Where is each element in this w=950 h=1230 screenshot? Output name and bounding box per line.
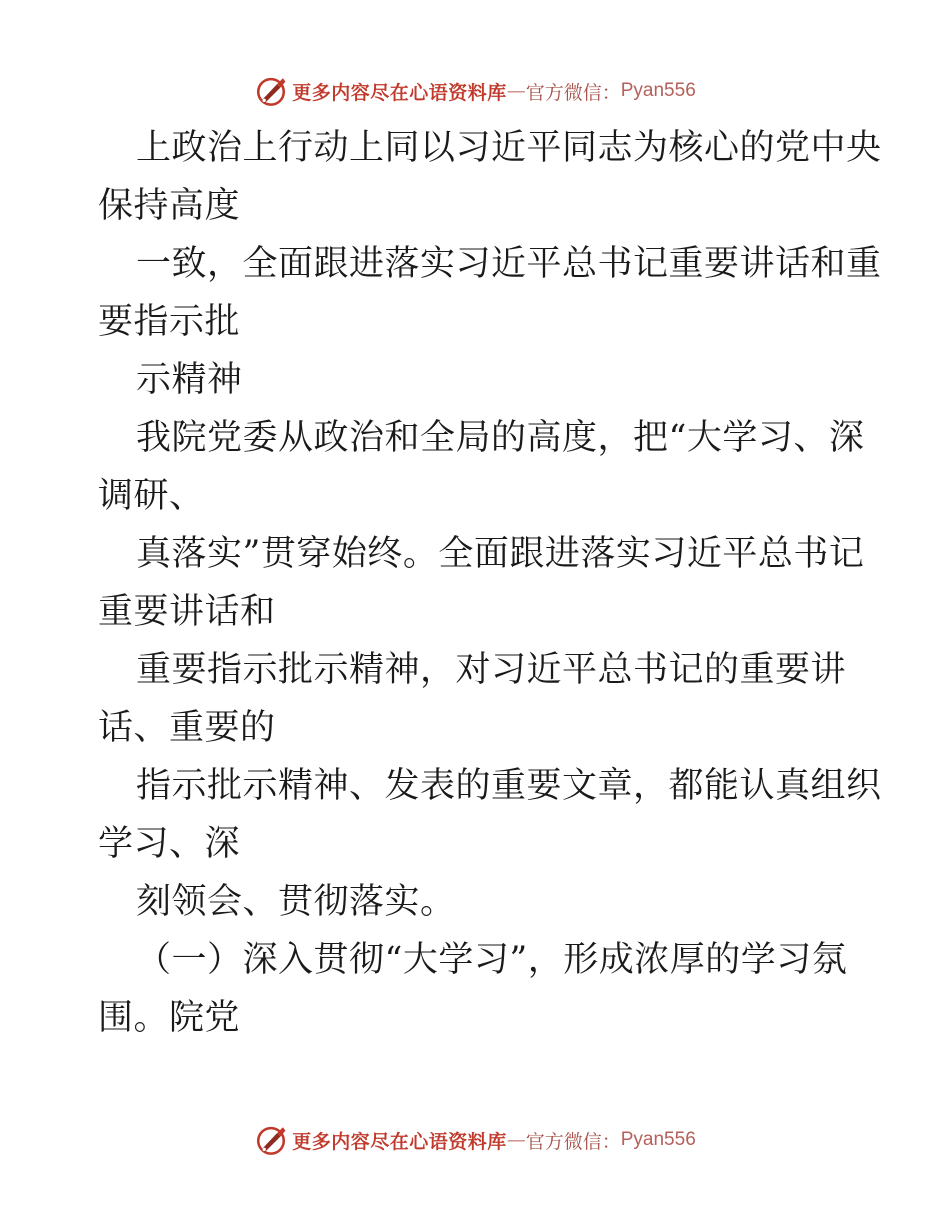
text-line: 重要指示批示精神，对习近平总书记的重要讲 <box>136 650 847 690</box>
text-line: 真落实”贯穿始终。全面跟进落实习近平总书记 <box>136 534 865 574</box>
text-line: 一致，全面跟进落实习近平总书记重要讲话和重 <box>136 244 882 284</box>
text-line: 我院党委从政治和全局的高度，把“大学习、深 <box>136 418 865 458</box>
banner-separator: — <box>506 80 526 102</box>
banner-wechat-id: Pyan556 <box>620 80 696 101</box>
text-line: 指示批示精神、发表的重要文章，都能认真组织 <box>136 766 882 806</box>
text-line: 围。院党 <box>98 998 241 1038</box>
banner-wechat-label: 官方微信： <box>525 1130 621 1153</box>
text-line: 要指示批 <box>98 302 241 342</box>
text-line: （一）深入贯彻“大学习”，形成浓厚的学习氛 <box>136 940 848 980</box>
pen-logo-icon <box>254 1123 288 1157</box>
banner-wechat-id: Pyan556 <box>620 1129 696 1150</box>
header-banner <box>0 71 950 111</box>
banner-title: 更多内容尽在心语资料库 <box>292 81 507 104</box>
text-line: 示精神 <box>136 360 243 400</box>
text-line: 保持高度 <box>98 186 241 226</box>
text-line: 重要讲话和 <box>98 592 276 632</box>
footer-banner <box>0 1120 950 1160</box>
text-line: 调研、 <box>98 476 205 516</box>
text-line: 话、重要的 <box>98 708 276 748</box>
banner-wechat-label: 官方微信： <box>525 81 621 104</box>
pen-logo-icon <box>254 74 288 108</box>
banner-title: 更多内容尽在心语资料库 <box>292 1130 507 1153</box>
text-line: 学习、深 <box>98 824 241 864</box>
text-line: 上政治上行动上同以习近平同志为核心的党中央 <box>136 128 882 168</box>
banner-separator: — <box>506 1129 526 1151</box>
text-line: 刻领会、贯彻落实。 <box>136 882 456 922</box>
